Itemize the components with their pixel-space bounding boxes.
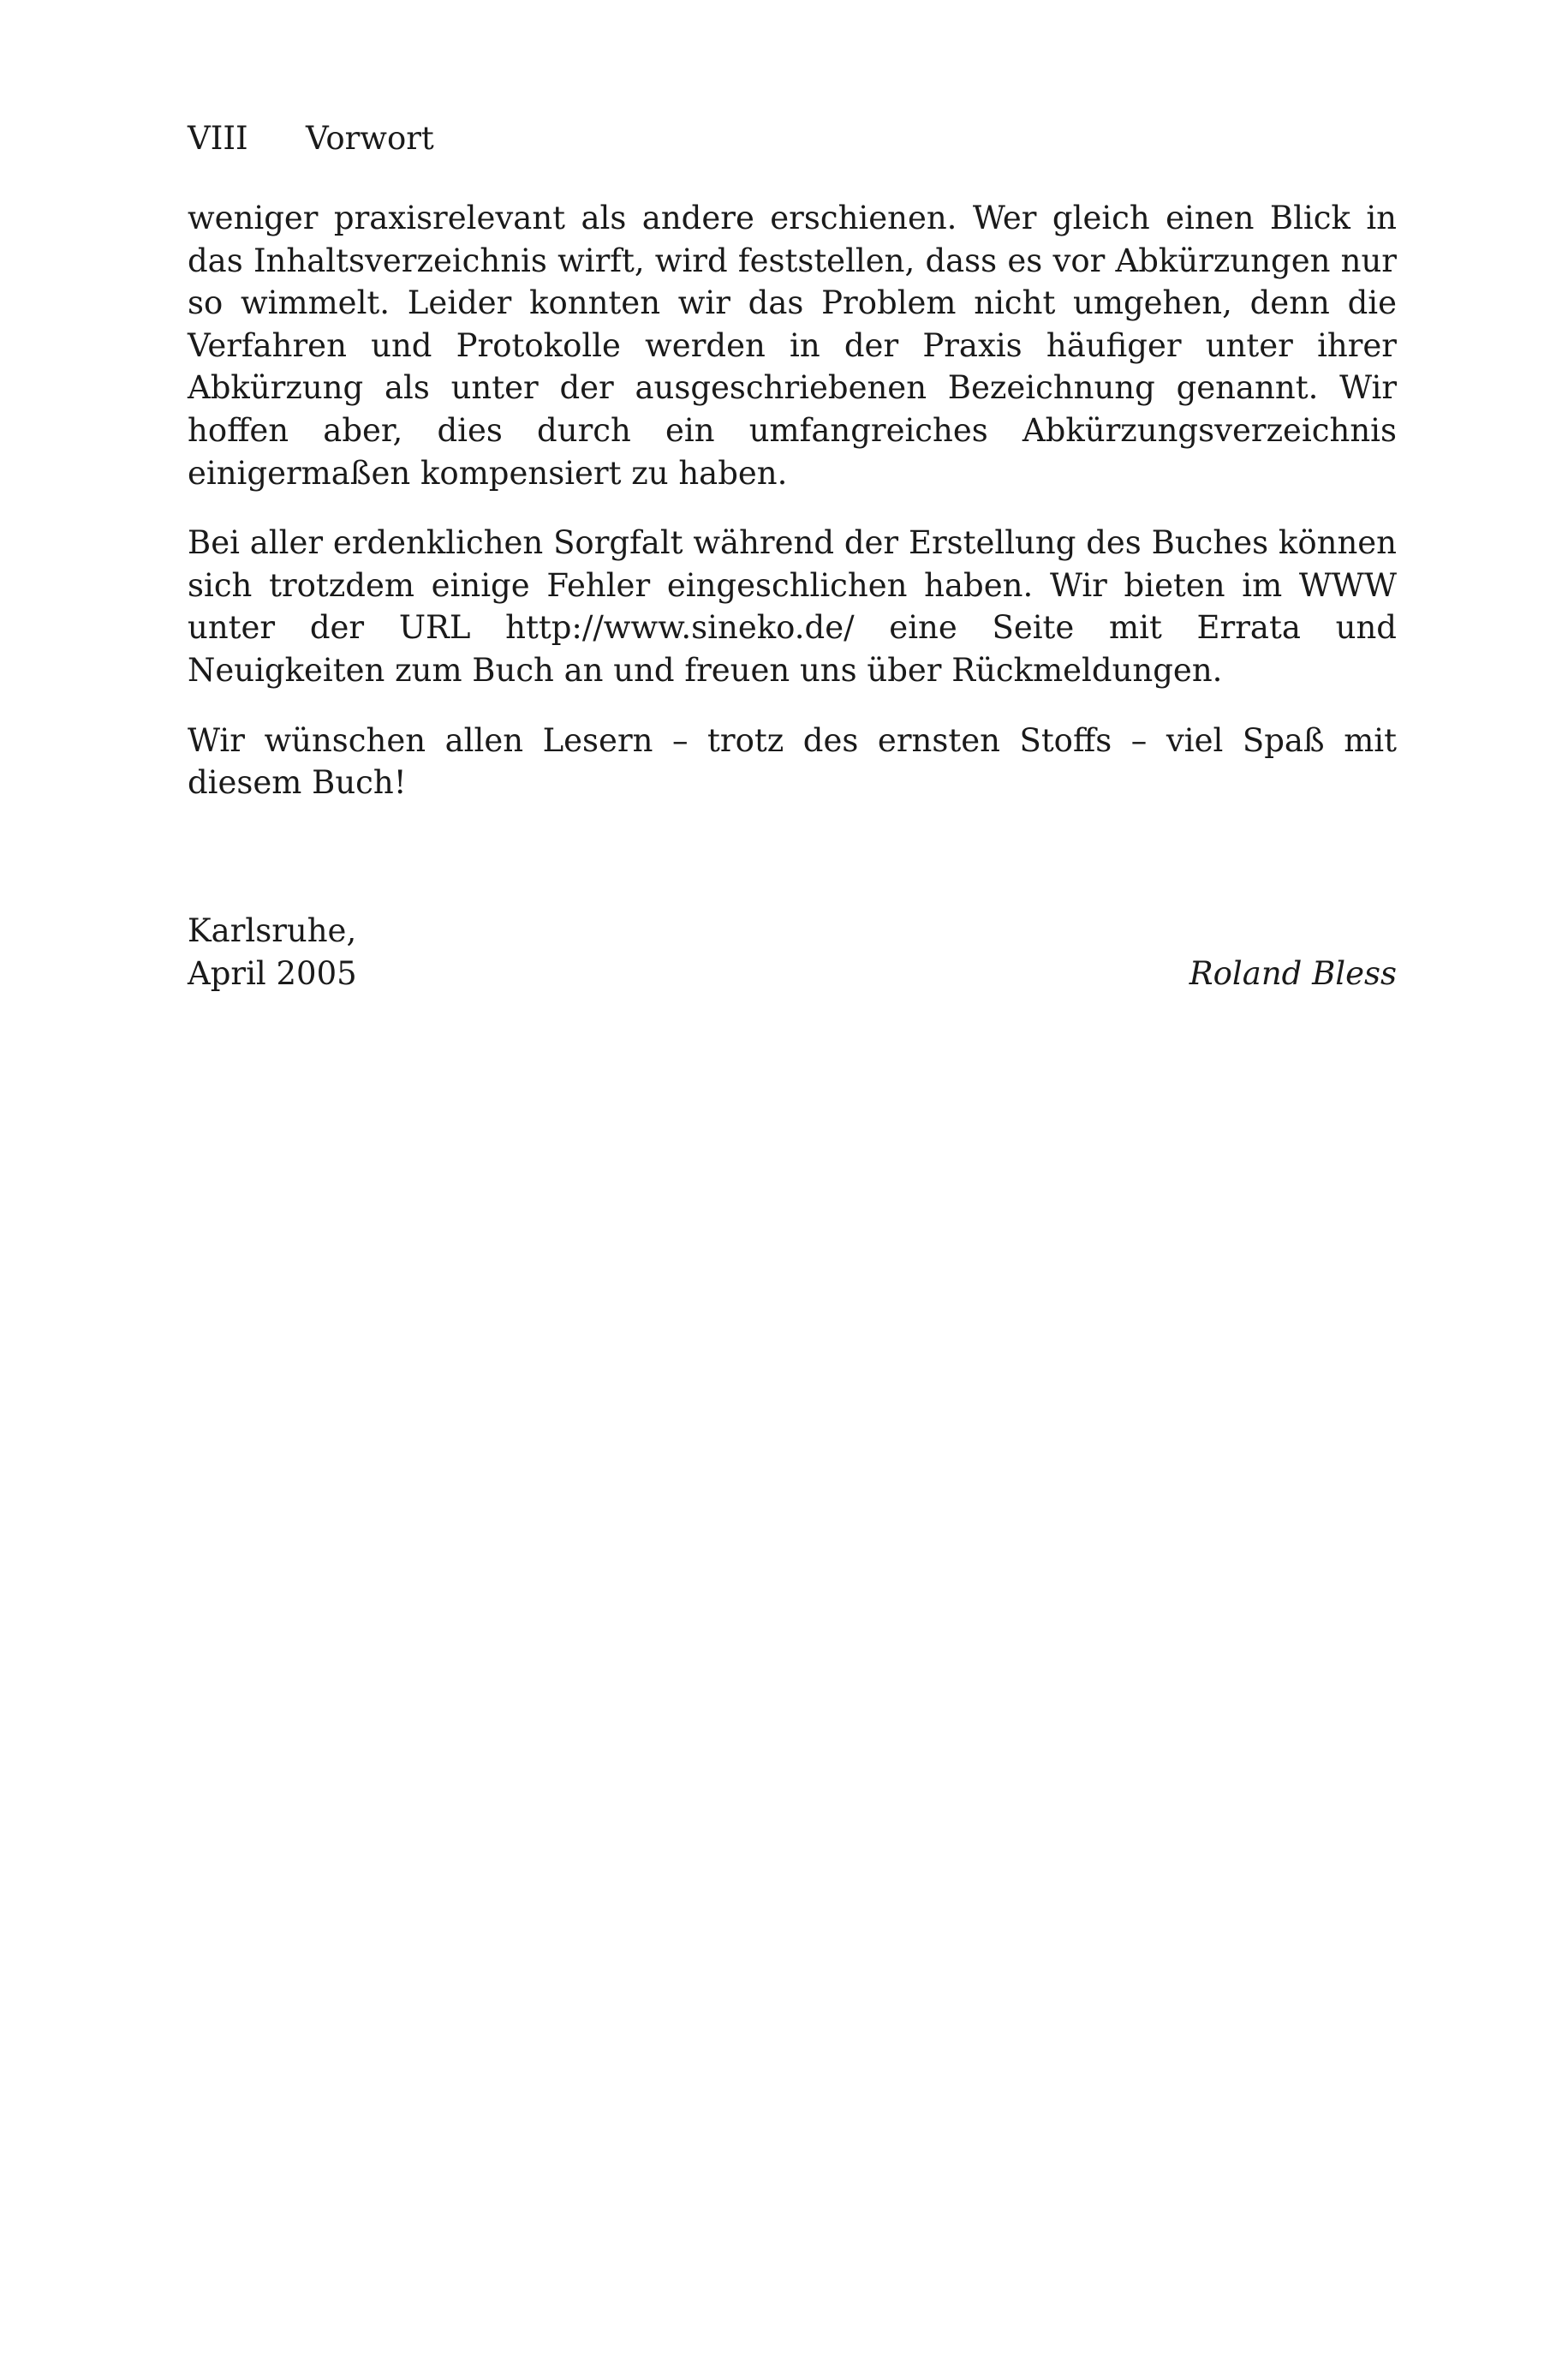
- body-text: [188, 197, 1397, 832]
- page-number: VIII: [188, 120, 248, 157]
- author-signature: Roland Bless: [1189, 954, 1397, 992]
- paragraph: weniger praxisrelevant als andere erschienen. Wer gleich einen Blick in das Inhaltsverzeichnis wirft, wird feststellen, dass es vor Abkürzungen nur so wimmelt. Leider konnten wir das Problem nicht umgehen, denn die Verfahren und Protokolle werden in der Praxis häufiger unter ihrer Abkürzung als unter der ausgeschriebenen Bezeichnung genannt. Wir hoffen aber, dies durch ein umfangreiches Abkürzungsverzeichnis einigermaßen kompensiert zu haben.: [188, 200, 1397, 492]
- section-title: Vorwort: [306, 120, 434, 157]
- paragraph: Wir wünschen allen Lesern – trotz des ernsten Stoffs – viel Spaß mit diesem Buch!: [188, 721, 1397, 802]
- paragraph: Bei aller erdenklichen Sorgfalt während der Erstellung des Buches können sich trotzdem einige Fehler eingeschlichen haben. Wir bieten im WWW unter der URL http://www.sineko.de/ eine Seite mit Errata und Neuigkeiten zum Buch an und freuen uns über Rückmeldungen.: [188, 524, 1397, 689]
- closing-block: [188, 910, 1397, 995]
- closing-place: Karlsruhe,: [188, 912, 357, 949]
- closing-date: April 2005: [188, 954, 357, 992]
- running-head: [188, 120, 434, 158]
- closing-date-row: [188, 953, 1397, 995]
